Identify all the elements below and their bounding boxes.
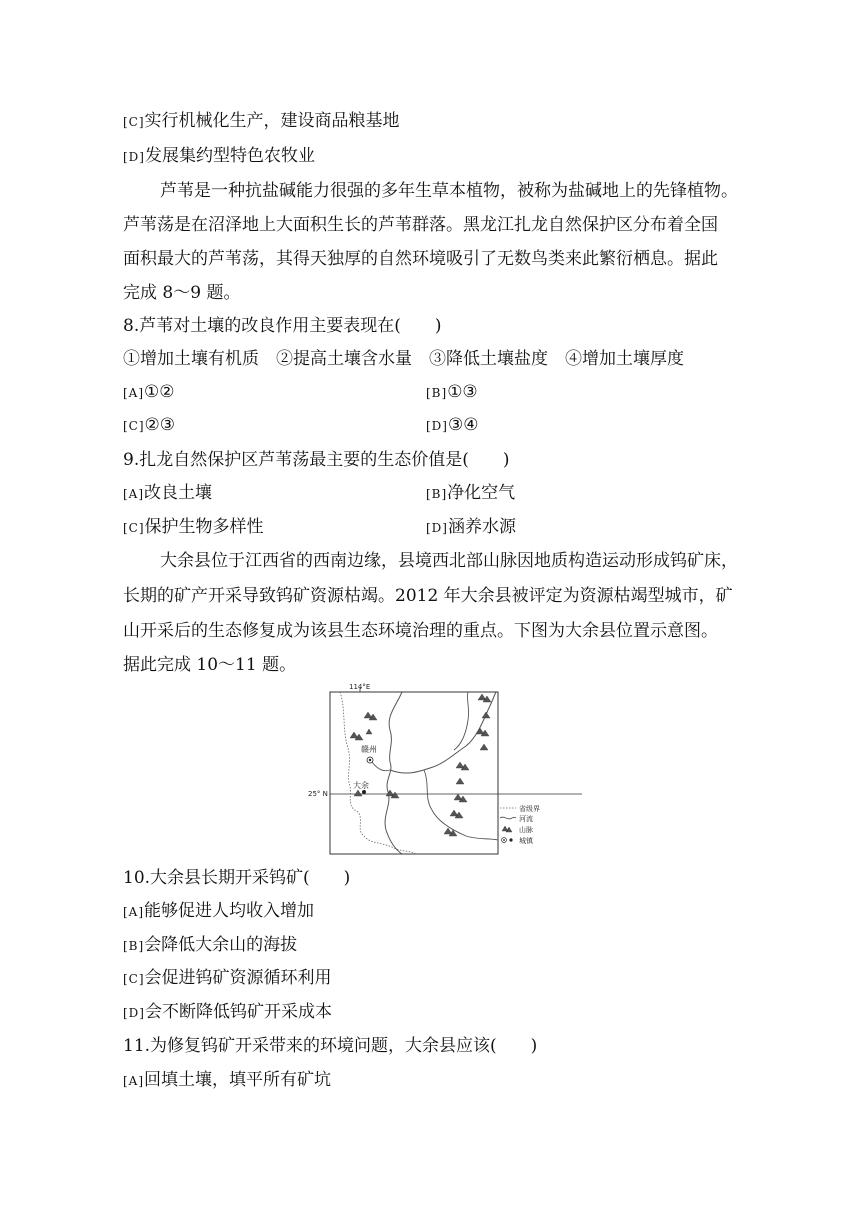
passage1-line: 芦苇荡是在沼泽地上大面积生长的芦苇群落。黑龙江扎龙自然保护区分布着全国 xyxy=(123,215,718,235)
option-letter: [A] xyxy=(123,386,145,400)
option-letter: [A] xyxy=(123,1074,145,1088)
option-letter: [D] xyxy=(426,419,448,433)
legend-city-label: 城镇 xyxy=(519,837,533,845)
q8-option-c xyxy=(123,414,175,437)
dayu-label: 大余 xyxy=(353,781,369,790)
q11-option-a xyxy=(123,1069,331,1092)
passage2-line: 山开采后的生态修复成为该县生态环境治理的重点。下图为大余县位置示意图。 xyxy=(123,621,718,641)
legend-boundary-label: 省级界 xyxy=(519,805,540,813)
option-letter: [A] xyxy=(123,905,145,919)
q8-stem: 8.芦苇对土壤的改良作用主要表现在( ) xyxy=(123,316,442,336)
legend-city-dot xyxy=(503,839,505,841)
option-letter: [A] xyxy=(123,487,145,501)
q10-stem: 10.大余县长期开采钨矿( ) xyxy=(123,868,351,888)
map-svg xyxy=(306,680,588,858)
q8-items: ①增加土壤有机质 ②提高土壤含水量 ③降低土壤盐度 ④增加土壤厚度 xyxy=(123,349,684,369)
option-letter: [D] xyxy=(123,1006,145,1020)
option-text: ①② xyxy=(144,382,175,402)
option-text: ③④ xyxy=(447,415,479,435)
mountain-icon xyxy=(450,810,463,818)
dayu-location-map xyxy=(306,680,588,858)
passage1-line: 面积最大的芦苇荡，其得天独厚的自然环境吸引了无数鸟类来此繁衍栖息。据此 xyxy=(123,249,718,269)
q10-option-b xyxy=(123,934,297,957)
option-text: 净化空气 xyxy=(447,483,516,503)
legend-mountain-icon xyxy=(502,826,512,832)
option-text: 会降低大余山的海拔 xyxy=(144,935,298,955)
q8-option-d xyxy=(426,414,478,437)
option-letter: [C] xyxy=(123,115,145,129)
legend-river-label: 河流 xyxy=(519,815,533,823)
q9-option-c xyxy=(123,516,264,539)
dayu-city-marker xyxy=(362,790,366,794)
ganzhou-city-dot xyxy=(369,759,371,761)
mountain-icon xyxy=(444,828,457,836)
mountain-icon xyxy=(482,712,490,718)
option-text: 涵养水源 xyxy=(447,517,516,537)
river xyxy=(372,762,390,771)
q7-option-c xyxy=(123,110,400,133)
longitude-label: 114°E xyxy=(349,683,371,691)
mountain-icon xyxy=(454,794,467,802)
passage2-line: 大余县位于江西省的西南边缘，县境西北部山脉因地质构造运动形成钨矿床， xyxy=(160,551,738,571)
q9-stem: 9.扎龙自然保护区芦苇荡最主要的生态价值是( ) xyxy=(123,450,510,470)
q8-option-b xyxy=(426,381,478,404)
q9-option-a xyxy=(123,482,212,505)
option-text: 改良土壤 xyxy=(144,483,213,503)
option-letter: [C] xyxy=(123,972,145,986)
passage2-line: 据此完成 10～11 题。 xyxy=(123,655,297,675)
option-letter: [D] xyxy=(123,150,145,164)
option-text: 会不断降低钨矿开采成本 xyxy=(144,1002,332,1022)
legend-river-symbol xyxy=(500,817,516,819)
option-text: ②③ xyxy=(144,415,176,435)
q9-option-b xyxy=(426,482,515,505)
passage1-line: 芦苇是一种抗盐碱能力很强的多年生草本植物，被称为盐碱地上的先锋植物。 xyxy=(160,181,738,201)
map-legend xyxy=(500,804,540,845)
map-frame xyxy=(330,692,498,854)
option-letter: [C] xyxy=(123,419,145,433)
mountain-icon xyxy=(456,778,464,784)
option-letter: [B] xyxy=(123,939,145,953)
option-text: 实行机械化生产，建设商品粮基地 xyxy=(144,111,400,131)
option-text: 发展集约型特色农牧业 xyxy=(144,146,315,166)
mountain-icon xyxy=(476,728,489,736)
latitude-label: 25° N xyxy=(308,790,328,798)
mountain-icon xyxy=(480,744,488,750)
q7-option-d xyxy=(123,145,315,168)
q11-stem: 11.为修复钨矿开采带来的环境问题，大余县应该( ) xyxy=(123,1036,538,1056)
ganzhou-label: 赣州 xyxy=(361,745,377,754)
q10-option-d xyxy=(123,1001,332,1024)
option-text: 会促进钨矿资源循环利用 xyxy=(144,968,332,988)
mountain-icon xyxy=(364,712,377,720)
passage1-line: 完成 8～9 题。 xyxy=(123,283,241,303)
mountain-icon xyxy=(478,694,491,702)
passage2-line: 长期的矿产开采导致钨矿资源枯竭。2012 年大余县被评定为资源枯竭型城市，矿 xyxy=(123,586,733,606)
river xyxy=(454,692,469,750)
mountain-icon xyxy=(456,762,469,770)
option-letter: [B] xyxy=(426,386,448,400)
q10-option-c xyxy=(123,967,332,990)
legend-mountain-label: 山脉 xyxy=(519,826,533,834)
mountain-icon xyxy=(354,790,362,796)
q9-option-d xyxy=(426,516,516,539)
option-text: 回填土壤，填平所有矿坑 xyxy=(144,1070,332,1090)
q10-option-a xyxy=(123,900,314,923)
legend-town-icon xyxy=(509,838,512,841)
q8-option-a xyxy=(123,381,175,404)
mountain-icon xyxy=(366,729,372,734)
option-text: ①③ xyxy=(447,382,478,402)
option-letter: [B] xyxy=(426,487,448,501)
option-letter: [C] xyxy=(123,521,145,535)
option-letter: [D] xyxy=(426,521,448,535)
option-text: 保护生物多样性 xyxy=(144,517,264,537)
option-text: 能够促进人均收入增加 xyxy=(144,901,315,921)
mountain-icon xyxy=(350,732,363,740)
